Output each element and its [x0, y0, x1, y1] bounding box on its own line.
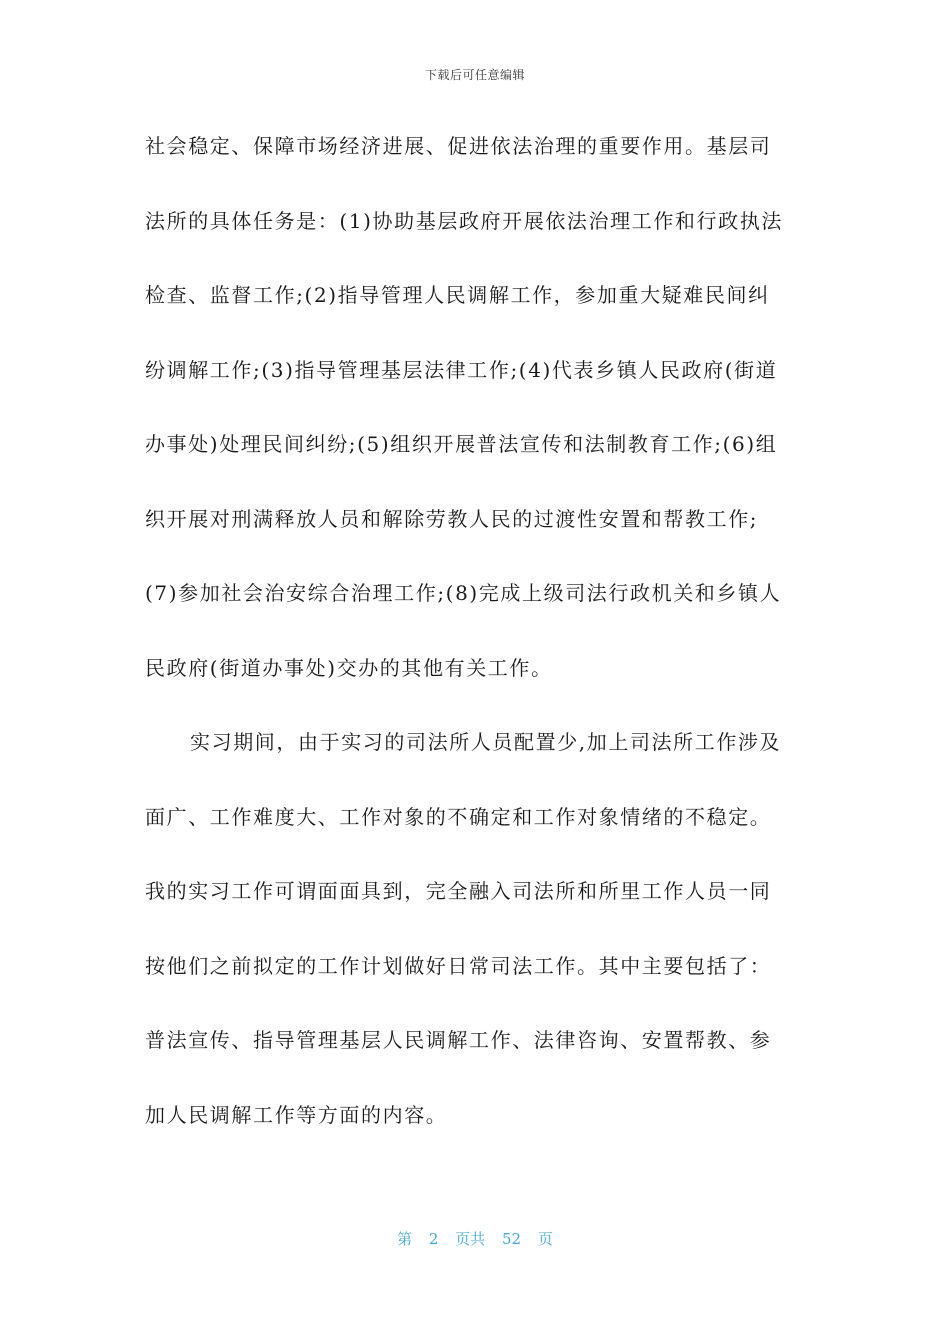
text-line: 面广、工作难度大、工作对象的不确定和工作对象情绪的不稳定。 — [145, 804, 772, 829]
text-line: 按他们之前拟定的工作计划做好日常司法工作。其中主要包括了： — [145, 953, 772, 978]
text-line: 织开展对刑满释放人员和解除劳教人民的过渡性安置和帮教工作; — [145, 506, 759, 531]
footer-suffix: 页 — [537, 1230, 553, 1248]
footer-prefix: 第 — [397, 1230, 413, 1248]
text-line: 检查、监督工作;(2)指导管理人民调解工作，参加重大疑难民间纠 — [145, 283, 770, 307]
text-line: 加人民调解工作等方面的内容。 — [145, 1102, 448, 1127]
paragraph-start-line: 实习期间，由于实习的司法所人员配置少,加上司法所工作涉及 — [190, 730, 782, 754]
text-line: 普法宣传、指导管理基层人民调解工作、法律咨询、安置帮教、参 — [145, 1028, 772, 1052]
text-line: (7)参加社会治安综合治理工作;(8)完成上级司法行政机关和乡镇人 — [145, 581, 782, 605]
page-header: 下载后可任意编辑 — [424, 68, 525, 82]
text-line: 我的实习工作可谓面面具到，完全融入司法所和所里工作人员一同 — [145, 879, 772, 903]
text-line: 纷调解工作;(3)指导管理基层法律工作;(4)代表乡镇人民政府(街道 — [145, 357, 778, 382]
text-line: 民政府(街道办事处)交办的其他有关工作。 — [145, 655, 553, 680]
footer-middle: 页共 — [455, 1230, 486, 1248]
text-line: 办事处)处理民间纠纷;(5)组织开展普法宣传和法制教育工作;(6)组 — [145, 432, 778, 456]
page-footer — [0, 1228, 950, 1249]
text-line: 社会稳定、保障市场经济进展、促进依法治理的重要作用。基层司 — [145, 134, 772, 158]
text-line: 法所的具体任务是：(1)协助基层政府开展依法治理工作和行政执法 — [145, 208, 783, 233]
page-number: 2 — [428, 1230, 439, 1248]
document-body — [145, 126, 810, 1169]
total-pages: 52 — [502, 1230, 522, 1248]
